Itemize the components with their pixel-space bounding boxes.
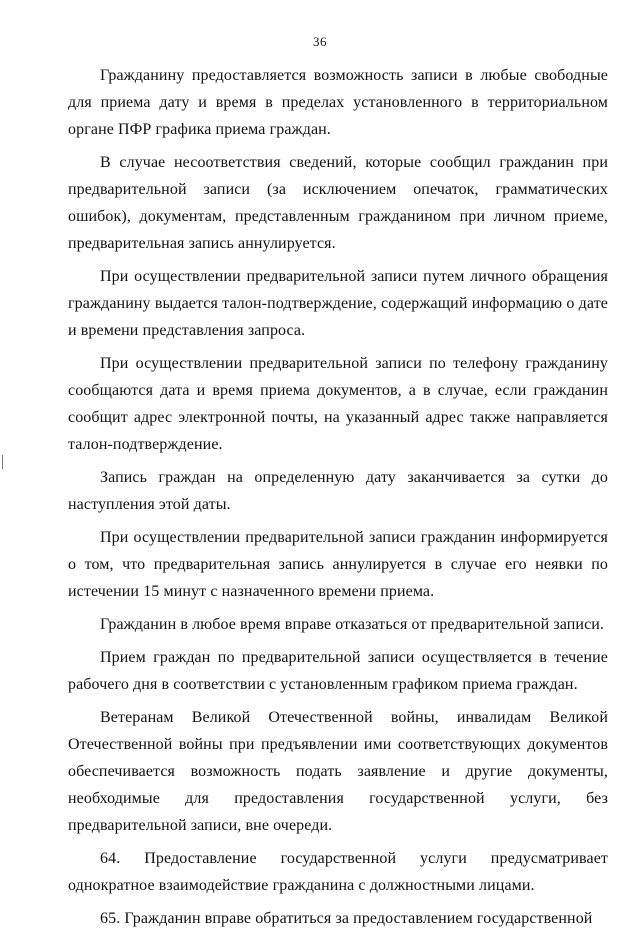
paragraph-veterans-priority: Ветеранам Великой Отечественной войны, инвалидам Великой Отечественной войны при предъявлении ими соответствующих документов обеспечивается возможность подать заявление и другие документы, необходимые для предоставления государственной услуги, без предварительной записи, вне очереди. xyxy=(68,709,608,834)
document-body xyxy=(68,62,608,938)
page-number: 36 xyxy=(313,34,327,49)
paragraph-phone-booking: При осуществлении предварительной записи по телефону гражданину сообщаются дата и время приема документов, а в случае, если гражданин сообщит адрес электронной почты, на указанный адрес также направляется талон-подтверждение. xyxy=(68,355,608,453)
paragraph-reception-hours: Прием граждан по предварительной записи осуществляется в течение рабочего дня в соответствии с установленным графиком приема граждан. xyxy=(68,649,608,693)
paragraph-mismatch-annulment: В случае несоответствия сведений, которые сообщил гражданин при предварительной записи (за исключением опечаток, грамматических ошибок), документам, представленным гражданином при личном приеме, предварительная запись аннулируется. xyxy=(68,154,608,252)
paragraph-item-64: 64. Предоставление государственной услуги предусматривает однократное взаимодействие гражданина с должностными лицами. xyxy=(68,850,608,894)
paragraph-free-slots: Гражданину предоставляется возможность записи в любые свободные для приема дату и время в пределах установленного в территориальном органе ПФР графика приема граждан. xyxy=(68,67,608,138)
paragraph-booking-deadline: Запись граждан на определенную дату заканчивается за сутки до наступления этой даты. xyxy=(68,469,608,513)
scan-edge-mark xyxy=(2,455,3,469)
paragraph-item-65: 65. Гражданин вправе обратиться за предоставлением государственной xyxy=(100,910,593,927)
paragraph-no-show-annulment: При осуществлении предварительной записи гражданин информируется о том, что предварительная запись аннулируется в случае его неявки по истечении 15 минут с назначенного времени приема. xyxy=(68,529,608,600)
paragraph-personal-visit-ticket: При осуществлении предварительной записи путем личного обращения гражданину выдается талон-подтверждение, содержащий информацию о дате и времени представления запроса. xyxy=(68,268,608,339)
paragraph-cancel-booking: Гражданин в любое время вправе отказаться от предварительной записи. xyxy=(100,616,605,633)
